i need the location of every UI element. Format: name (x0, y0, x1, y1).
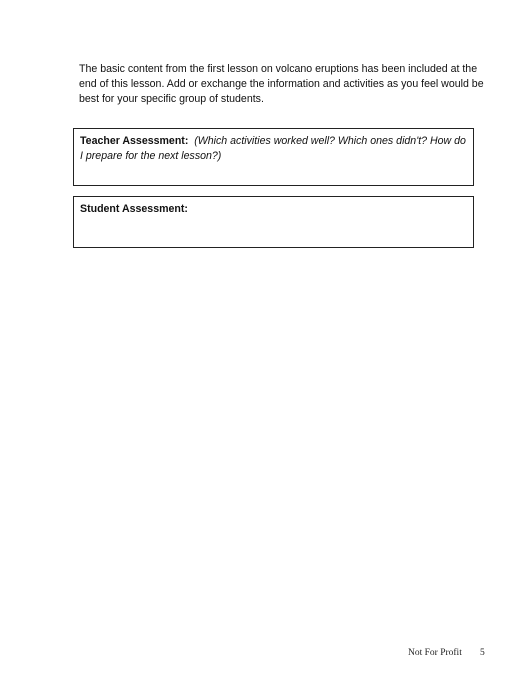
teacher-assessment-box (73, 128, 474, 186)
page-number: 5 (480, 648, 485, 658)
footer-note: Not For Profit (408, 648, 462, 658)
teacher-assessment-prompt: (Which activities worked well? Which ones didn't? How do I prepare for the next lesson?) (80, 135, 466, 162)
student-assessment-label: Student Assessment: (80, 203, 188, 215)
intro-paragraph: The basic content from the first lesson on volcano eruptions has been included at the end of this lesson. Add or exchange the information and activities as you feel would be best for your specific group of students. (79, 63, 484, 105)
teacher-assessment-label: Teacher Assessment: (80, 135, 189, 147)
student-assessment-box (73, 196, 474, 248)
